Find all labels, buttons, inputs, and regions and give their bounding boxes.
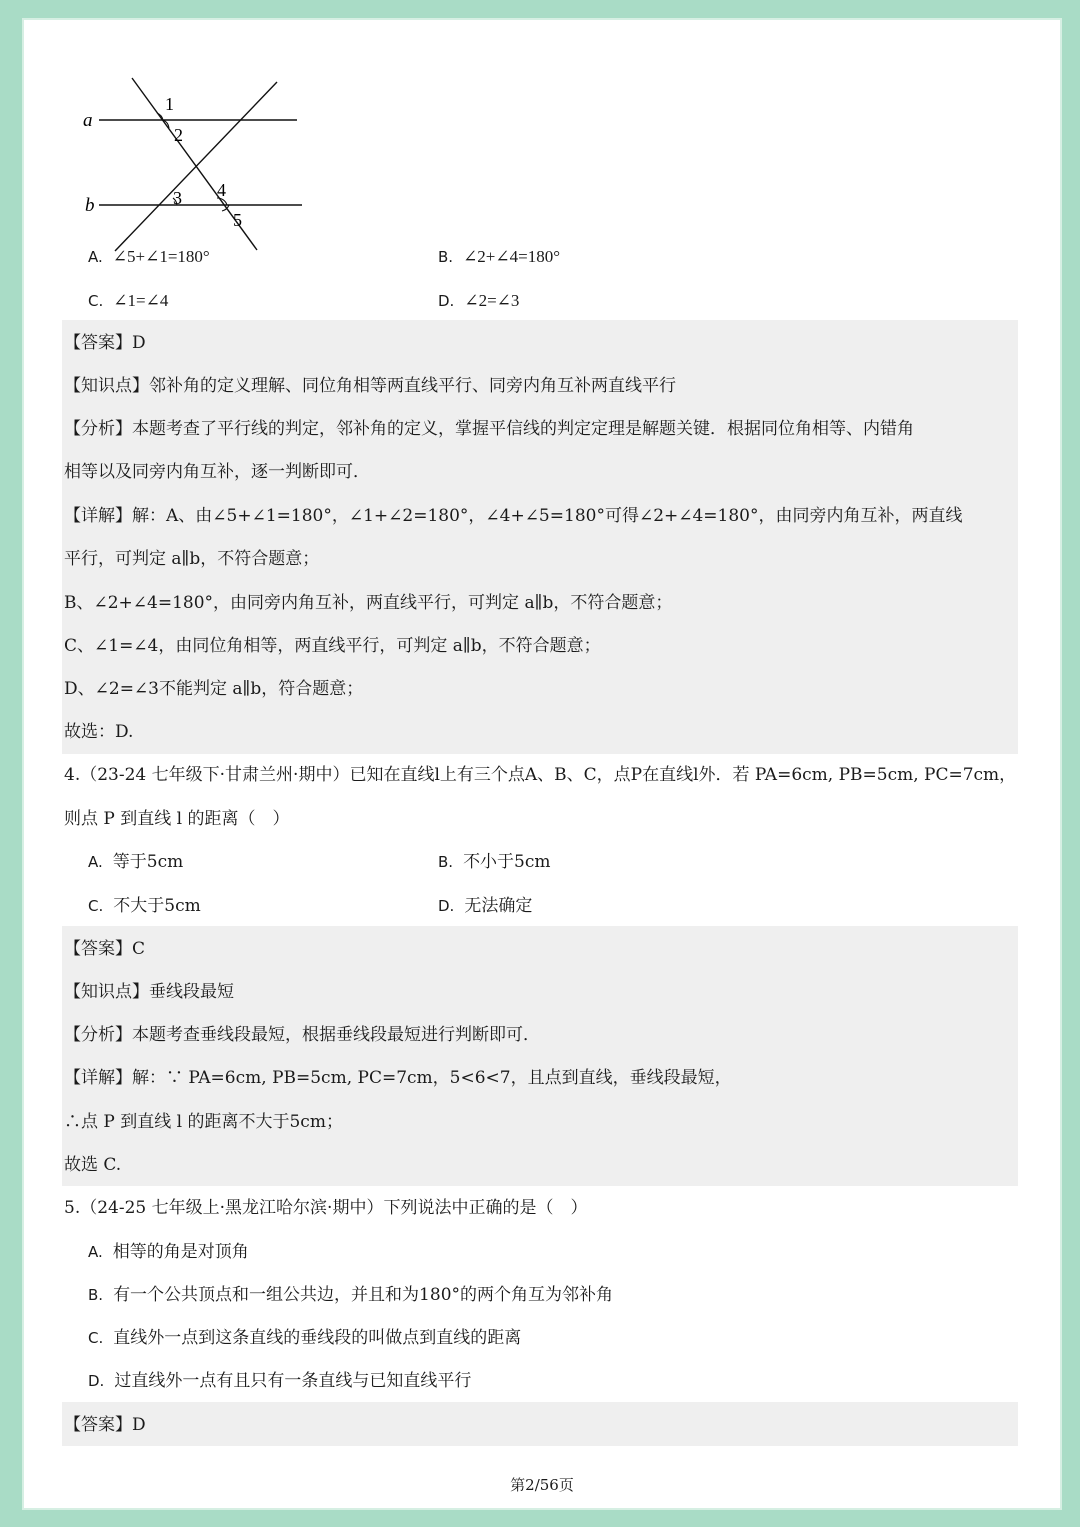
q5-stem: 5.（24-25 七年级上·黑龙江哈尔滨·期中）下列说法中正确的是（ ） xyxy=(64,1198,588,1218)
angle-label-5: 5 xyxy=(233,210,242,230)
option-text: ∠1=∠4 xyxy=(113,291,169,310)
q4-answer: 【答案】C xyxy=(64,939,146,959)
q5-option-c xyxy=(88,1327,521,1349)
q3-analysis-line-1: 【分析】本题考查了平行线的判定，邻补角的定义，掌握平信线的判定定理是解题关键．根据同位角相等、内错角 xyxy=(64,419,914,439)
option-key: B. xyxy=(88,1286,104,1304)
figure-svg xyxy=(77,68,317,258)
q4-option-b xyxy=(438,851,551,873)
option-key: D. xyxy=(88,1372,105,1390)
q3-knowledge: 【知识点】邻补角的定义理解、同位角相等两直线平行、同旁内角互补两直线平行 xyxy=(64,376,676,396)
q3-detail-line-6: 故选：D. xyxy=(64,722,134,742)
q4-stem-line-2: 则点 P 到直线 l 的距离（ ） xyxy=(64,809,290,829)
q3-detail-line-1: 【详解】解：A、由∠5+∠1=180°，∠1+∠2=180°，∠4+∠5=180°可得∠2+∠4=180°，由同旁内角互补，两直线 xyxy=(64,506,963,526)
option-key: B. xyxy=(438,248,454,266)
option-key: D. xyxy=(438,292,455,310)
option-key: C. xyxy=(88,1329,104,1347)
option-key: C. xyxy=(88,897,104,915)
q4-option-a xyxy=(88,851,183,873)
parallel-lines-figure xyxy=(77,68,317,258)
transversal-2 xyxy=(115,82,277,251)
angle-label-1: 1 xyxy=(165,94,174,114)
q3-option-c xyxy=(88,290,168,312)
q3-detail-line-4: C、∠1=∠4，由同位角相等，两直线平行，可判定 a∥b，不符合题意； xyxy=(64,636,601,656)
option-key: D. xyxy=(438,897,455,915)
option-key: A. xyxy=(88,248,103,266)
q3-analysis-line-2: 相等以及同旁内角互补，逐一判断即可． xyxy=(64,462,370,482)
document-page xyxy=(22,18,1062,1510)
q3-option-d xyxy=(438,290,519,312)
option-key: B. xyxy=(438,853,454,871)
q4-knowledge: 【知识点】垂线段最短 xyxy=(64,982,234,1002)
q4-analysis: 【分析】本题考查垂线段最短，根据垂线段最短进行判断即可． xyxy=(64,1025,540,1045)
label-b: b xyxy=(85,195,95,216)
option-text: 过直线外一点有且只有一条直线与已知直线平行 xyxy=(114,1371,472,1391)
q5-answer: 【答案】D xyxy=(64,1415,146,1435)
q3-detail-line-3: B、∠2+∠4=180°，由同旁内角互补，两直线平行，可判定 a∥b，不符合题意； xyxy=(64,593,673,613)
q4-detail-line-3: 故选 C. xyxy=(64,1155,122,1175)
option-text: 直线外一点到这条直线的垂线段的叫做点到直线的距离 xyxy=(113,1328,522,1348)
q3-option-a xyxy=(88,246,210,268)
q3-option-b xyxy=(438,246,560,268)
option-text: ∠2=∠3 xyxy=(464,291,520,310)
q3-answer: 【答案】D xyxy=(64,333,146,353)
q5-option-d xyxy=(88,1370,471,1392)
q3-detail-line-2: 平行，可判定 a∥b，不符合题意； xyxy=(64,549,320,569)
angle-label-2: 2 xyxy=(174,125,183,145)
option-text: 有一个公共顶点和一组公共边，并且和为180°的两个角互为邻补角 xyxy=(113,1285,614,1305)
label-a: a xyxy=(83,110,93,131)
page-number-footer: 第2/56页 xyxy=(510,1476,574,1494)
option-text: 不大于5cm xyxy=(113,896,201,916)
q5-answer-box xyxy=(62,1402,1018,1446)
option-text: 不小于5cm xyxy=(463,852,551,872)
option-text: 等于5cm xyxy=(112,852,184,872)
q5-option-b xyxy=(88,1284,613,1306)
q4-option-c xyxy=(88,895,201,917)
q4-answer-box xyxy=(62,926,1018,1186)
option-text: ∠5+∠1=180° xyxy=(112,247,210,266)
option-key: A. xyxy=(88,853,103,871)
q4-detail-line-1: 【详解】解：∵ PA=6cm, PB=5cm, PC=7cm，5<6<7，且点到直线，垂线段最短， xyxy=(64,1068,732,1088)
q5-option-a xyxy=(88,1241,249,1263)
q3-detail-line-5: D、∠2=∠3不能判定 a∥b，符合题意； xyxy=(64,679,364,699)
option-text: 相等的角是对顶角 xyxy=(112,1242,249,1262)
option-text: ∠2+∠4=180° xyxy=(463,247,561,266)
angle-label-3: 3 xyxy=(173,188,182,208)
q4-detail-line-2: ∴点 P 到直线 l 的距离不大于5cm； xyxy=(64,1112,343,1132)
option-text: 无法确定 xyxy=(464,896,533,916)
angle-label-4: 4 xyxy=(217,180,226,200)
q4-option-d xyxy=(438,895,532,917)
option-key: A. xyxy=(88,1243,103,1261)
option-key: C. xyxy=(88,292,104,310)
q4-stem-line-1: 4.（23-24 七年级下·甘肃兰州·期中）已知在直线l上有三个点A、B、C，点P在直线l外．若 PA=6cm, PB=5cm, PC=7cm， xyxy=(64,765,1017,785)
